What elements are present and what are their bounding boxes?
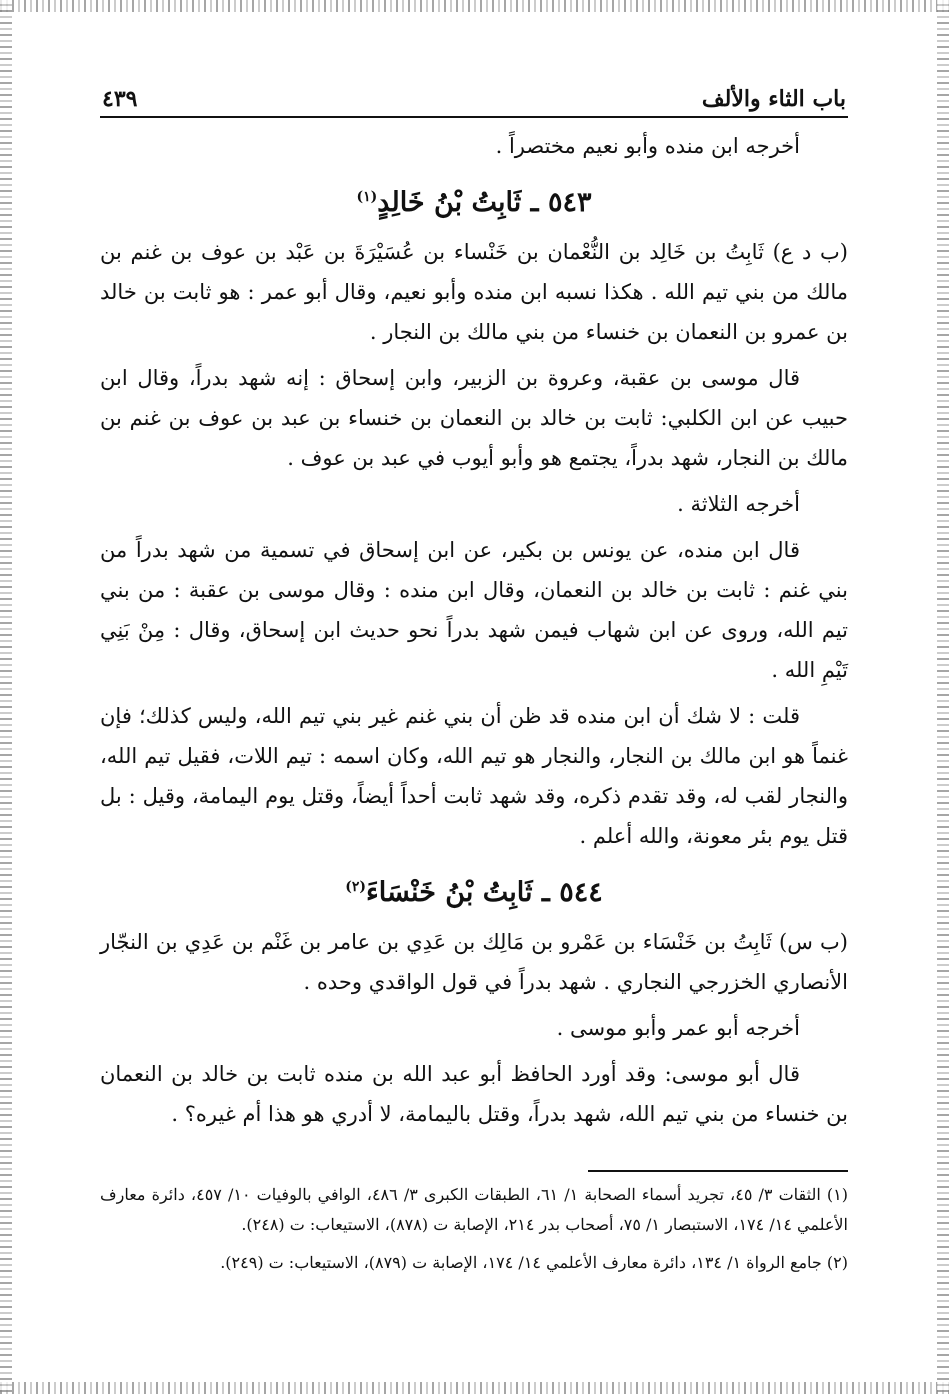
footnote-separator bbox=[588, 1170, 848, 1172]
ornamental-border-top bbox=[0, 0, 949, 12]
ornamental-border-bottom bbox=[0, 1382, 949, 1394]
page-number: ٤٣٩ bbox=[102, 86, 138, 112]
footnote-ref-2: (٢) bbox=[345, 879, 367, 895]
entry-heading-544-text: ٥٤٤ ـ ثَابِتُ بْنُ خَنْسَاءَ bbox=[366, 877, 603, 908]
paragraph-7: أخرجه أبو عمر وأبو موسى . bbox=[556, 1016, 800, 1040]
running-head bbox=[100, 72, 848, 118]
paragraph-2: قال موسى بن عقبة، وعروة بن الزبير، وابن إسحاق : إنه شهد بدراً، وقال ابن حبيب عن ابن الكلبي: ثابت بن خالد بن النعمان بن خنساء بن عبد بن عوف بن غنم بن مالك بن النجار، شهد بدراً، يجتمع هو وأبو أيوب في عبد بن عوف . bbox=[100, 366, 848, 470]
book-page bbox=[100, 72, 848, 1286]
paragraph-4: قال ابن منده، عن يونس بن بكير، عن ابن إسحاق في تسمية من شهد بدراً من بني غنم : ثابت بن خالد بن النعمان، وقال ابن منده : وقال موسى بن عقبة : من بني تيم الله، وروى عن ابن شهاب فيمن شهد بدراً نحو حديث ابن إسحاق، وقال : مِنْ بَنِي تَيْمِ الله . bbox=[100, 538, 848, 682]
paragraph-3: أخرجه الثلاثة . bbox=[677, 492, 800, 516]
running-head-title: باب الثاء والألف bbox=[701, 86, 846, 112]
entry-heading-544 bbox=[100, 862, 848, 918]
paragraph-5: قلت : لا شك أن ابن منده قد ظن أن بني غنم غير بني تيم الله، وليس كذلك؛ فإن غنماً هو ابن مالك بن النجار، والنجار هو تيم الله، وكان اسمه : تيم اللات، فقيل تيم الله، والنجار لقب له، وقد تقدم ذكره، وقد شهد ثابت أحداً أيضاً، وقتل يوم اليمامة، وقيل : بل قتل يوم بئر معونة، والله أعلم . bbox=[100, 704, 848, 848]
entry-heading-543 bbox=[100, 172, 848, 228]
paragraph-1: (ب د ع) ثَابِتُ بن خَالِد بن النُّعْمان بن خَنْساء بن عُسَيْرَةَ بن عَبْد بن عوف بن غنم بن مالك من بني تيم الله . هكذا نسبه ابن منده وأبو نعيم، وقال أبو عمر : هو ثابت بن خالد بن عمرو بن النعمان بن خنساء من بني مالك بن النجار . bbox=[100, 240, 848, 344]
paragraph-8: قال أبو موسى: وقد أورد الحافظ أبو عبد الله بن منده ثابت بن خالد بن النعمان بن خنساء من بني تيم الله، شهد بدراً، وقتل باليمامة، لا أدري هو هذا أم غيره؟ . bbox=[100, 1062, 848, 1126]
footnote-1: (١) الثقات ٣/ ٤٥، تجريد أسماء الصحابة ١/ ٦١، الطبقات الكبرى ٣/ ٤٨٦، الوافي بالوفيات ١٠/ ٤٥٧، دائرة معارف الأعلمي ١٤/ ١٧٤، الاستبصار ١/ ٧٥، أصحاب بدر ٢١٤، الإصابة ت (٨٧٨)، الاستيعاب: ت (٢٤٨). bbox=[100, 1185, 848, 1234]
footnote-2: (٢) جامع الرواة ١/ ١٣٤، دائرة معارف الأعلمي ١٤/ ١٧٤، الإصابة ت (٨٧٩)، الاستيعاب: ت (٢٤٩). bbox=[220, 1253, 848, 1272]
entry-heading-543-text: ٥٤٣ ـ ثَابِتُ بْنُ خَالِدٍ bbox=[377, 187, 592, 218]
ornamental-border-left bbox=[0, 0, 12, 1392]
paragraph-0: أخرجه ابن منده وأبو نعيم مختصراً . bbox=[495, 134, 800, 158]
ornamental-border-right bbox=[937, 0, 949, 1392]
paragraph-6: (ب س) ثَابِتُ بن خَنْسَاء بن عَمْرو بن مَالِك بن عَدِي بن عامر بن غَنْم بن عَدِي بن النجّار الأنصاري الخزرجي النجاري . شهد بدراً في قول الواقدي وحده . bbox=[100, 930, 848, 994]
footnote-ref-1: (١) bbox=[356, 189, 378, 205]
